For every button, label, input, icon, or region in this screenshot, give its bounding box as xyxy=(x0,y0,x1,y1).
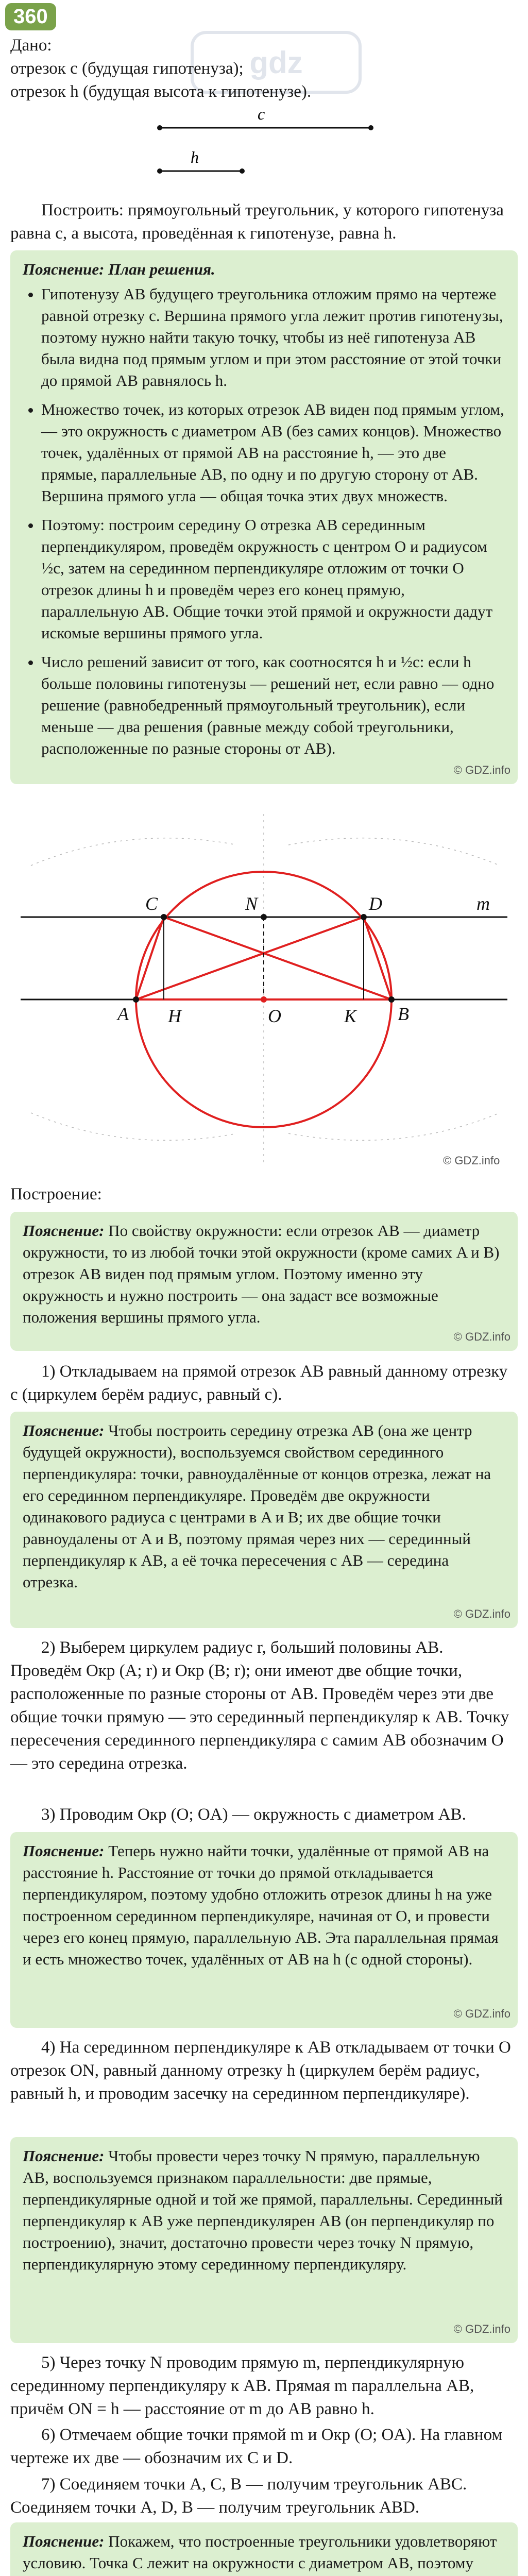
explanation-box-parallel: Пояснение: Теперь нужно найти точки, удалённые от прямой AB на расстояние h. Расстояние от точки до прямой откладывается перпендикуляром, поэтому удобно отложить отрезок длины h на уже построенном серединном перпендикуляре, начиная от O, и провести через его конец прямую, параллельную AB. Эта параллельная прямая и есть множество точек, удалённых от AB на h (с одной стороны). © GDZ.info xyxy=(10,1832,518,2028)
step-7: 7) Соединяем точки A, C, B — получим треугольник ABC. Соединяем точки A, D, B — получим треугольник ABD. xyxy=(10,2475,467,2517)
explanation-box-midpoint: Пояснение: Чтобы построить середину отрезка AB (она же центр будущей окружности), воспользуемся свойством серединного перпендикуляра: точки, равноудалённые от концов отрезка, лежат на его серединном перпендикуляре. Проведём две окружности одинакового радиуса с центрами в A и B; их две общие точки равноудалены от A и B, поэтому прямая через них — серединный перпендикуляр к AB, а её точка пересечения с AB — середина отрезка. © GDZ.info xyxy=(10,1412,518,1628)
given-block xyxy=(10,34,518,104)
construct-statement: Построить: прямоугольный треугольник, у которого гипотенуза равна c, а высота, проведённая к гипотенузе, равна h. xyxy=(10,201,504,243)
watermark: © GDZ.info xyxy=(453,2323,510,2335)
label-A: A xyxy=(117,1004,129,1024)
plan-item: • Гипотенузу AB будущего треугольника отложим прямо на чертеже равной отрезку c. Вершина прямого угла лежит против гипотенузы, поэтому нужно найти такую точку, чтобы из неё гипотенуза AB была видна под прямым углом и при этом расстояние от этой точки до прямой AB равнялось h. xyxy=(41,283,505,392)
plan-item: • Число решений зависит от того, как соотносятся h и ½c: если h больше половины гипотенузы — решений нет, если равно — одно решение (равнобедренный прямоугольный треугольник), если меньше — два решения (равные между собой треугольники, расположенные по разные стороны от AB). xyxy=(41,651,505,759)
label-K: K xyxy=(344,1006,357,1026)
plan-list xyxy=(23,283,505,759)
label-O: O xyxy=(268,1006,281,1026)
plan-box xyxy=(10,250,518,784)
plan-item: • Множество точек, из которых отрезок AB виден под прямым углом, — это окружность с диаметром AB (без самих концов). Множество точек, удалённых от прямой AB на расстояние h, — это две прямые, параллельные AB, по одну и по другую сторону от AB. Вершина прямого угла — общая точка этих двух множеств. xyxy=(41,399,505,507)
label-D: D xyxy=(369,893,382,914)
explanation-box-circle: Пояснение: По свойству окружности: если отрезок AB — диаметр окружности, то из любой точки этой окружности (кроме самих A и B) отрезок AB виден под прямым углом. Поэтому именно эту окружность и нужно построить — она задаст все возможные положения вершины прямого угла. © GDZ.info xyxy=(10,1212,518,1351)
step-1: 1) Откладываем на прямой отрезок AB равный данному отрезку c (циркулем берём радиус, равный c). xyxy=(10,1362,508,1404)
label-N: N xyxy=(245,893,258,914)
plan-item: • Поэтому: построим середину O отрезка AB серединным перпендикуляром, проведём окружность с центром O и радиусом ½c, затем на серединном перпендикуляре отложим от точки O отрезок длины h и проведём через его конец прямую, параллельную AB. Общие точки этой прямой и окружности дадут искомые вершины прямого угла. xyxy=(41,514,505,644)
label-B: B xyxy=(398,1004,409,1024)
plan-header: Пояснение: План решения. xyxy=(23,260,215,278)
step-3: 3) Проводим Окр (O; OA) — окружность с диаметром AB. xyxy=(41,1805,466,1824)
given-segments-figure xyxy=(0,103,528,185)
given-line: отрезок h (будущая высота к гипотенузе). xyxy=(10,82,312,101)
segment-h-label: h xyxy=(191,148,199,166)
step-5: 5) Через точку N проводим прямую m, перпендикулярную серединному перпендикуляру к AB. Прямая m параллельна AB, причём ON = h — расстояние от m до AB равно h. xyxy=(10,2353,474,2418)
construction-header: Построение: xyxy=(10,1185,102,1204)
label-C: C xyxy=(145,893,158,914)
watermark: © GDZ.info xyxy=(453,1607,510,1620)
watermark: © GDZ.info xyxy=(453,2007,510,2020)
watermark: © GDZ.info xyxy=(443,1154,500,1167)
main-construction-diagram xyxy=(0,804,528,1175)
label-m: m xyxy=(476,893,490,914)
step-4: 4) На серединном перпендикуляре к AB откладываем от точки O отрезок ON, равный данному отрезку h (циркулем берём радиус, равный h, и проводим засечку на серединном перпендикуляре). xyxy=(10,2038,511,2103)
given-line: отрезок c (будущая гипотенуза); xyxy=(10,59,244,78)
step-2: 2) Выберем циркулем радиус r, больший половины AB. Проведём Окр (A; r) и Окр (B; r); они имеют две общие точки, расположенные по разные стороны от AB. Проведём через эти две общие точки прямую — это серединный перпендикуляр к AB. Точку пересечения серединного перпендикуляра с самим AB обозначим O — это середина отрезка. xyxy=(10,1638,509,1773)
task-number-badge: 360 xyxy=(5,3,56,30)
watermark: © GDZ.info xyxy=(453,764,510,776)
explanation-box-proof: Пояснение: Покажем, что построенные треугольники удовлетворяют условию. Точка C лежит на окружности с диаметром AB, поэтому xyxy=(10,2522,518,2576)
step-6: 6) Отмечаем общие точки прямой m и Окр (O; OA). На главном чертеже их две — обозначим их C и D. xyxy=(10,2426,503,2467)
given-line: Дано: xyxy=(10,36,52,55)
label-H: H xyxy=(168,1006,181,1026)
logo-watermark: gdz xyxy=(191,31,362,94)
explanation-box-perpendicular: Пояснение: Чтобы провести через точку N прямую, параллельную AB, воспользуемся признаком параллельности: две прямые, перпендикулярные одной и той же прямой, параллельны. Серединный перпендикуляр к AB уже перпендикулярен AB (он перпендикуляр по построению), значит, достаточно провести через точку N прямую, перпендикулярную этому серединному перпендикуляру. © GDZ.info xyxy=(10,2137,518,2343)
segment-c-label: c xyxy=(258,105,265,123)
watermark: © GDZ.info xyxy=(453,1330,510,1343)
